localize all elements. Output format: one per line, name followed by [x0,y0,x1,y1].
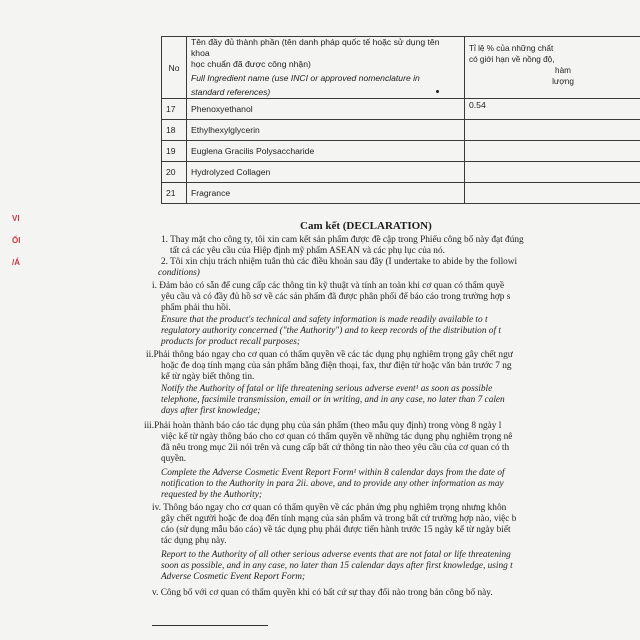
header-pct-1: Tỉ lệ % của những chất [469,44,554,53]
decl-line: tất cả các yêu cầu của Hiệp định mỹ phẩm ASEAN và các phụ lục của nó. [170,246,445,256]
row-ingredient: Euglena Gracilis Polysaccharide [187,141,465,162]
stamp-text-3: /Á [12,258,20,267]
decl-line: kể từ ngày biết thông tin. [161,372,255,382]
decl-line: v. Công bố với cơ quan có thẩm quyền khi có bất cứ sự thay đổi nào trong bản công bố này. [152,588,493,598]
decl-line: requested by the Authority; [161,490,262,500]
row-ingredient: Fragrance [187,183,465,204]
header-name-vi-2: học chuẩn đã được công nhận) [191,59,311,69]
decl-line: iv. Thông báo ngay cho cơ quan có thẩm quyền về các phản ứng phụ nghiêm trọng nhưng khôn [152,503,507,513]
decl-line: yêu cầu và có đầy đủ hồ sơ về các sản phẩm đã được phân phối để báo cáo trong trường hợp s [161,292,511,302]
decl-line: Notify the Authority of fatal or life threatening serious adverse event¹ as soon as possible [161,384,493,394]
decl-line: days after first knowledge; [161,406,261,416]
row-no: 21 [162,183,187,204]
row-no: 20 [162,162,187,183]
row-no: 17 [162,99,187,120]
decl-line: Ensure that the product's technical and safety information is made readily available to t [161,315,488,325]
decl-line: tác dụng phụ này. [161,536,227,546]
decl-line: notification to the Authority in para 2ii. above, and to provide any other information as may [161,479,504,489]
row-ingredient: Hydrolyzed Collagen [187,162,465,183]
decl-line: đã nêu trong mục 2ii nói trên và cung cấp bất cứ thông tin nào theo yêu cầu của cơ quan có th [161,443,510,453]
header-name-en-1: Full Ingredient name (use INCI or approved nomenclature in [191,73,420,83]
header-pct-4: lượng [552,77,574,86]
decl-line: Report to the Authority of all other serious adverse events that are not fatal or life threatening [161,550,511,560]
row-percentage: 0.54 [465,99,640,120]
decl-line: gây chết người hoặc đe doạ đến tính mạng của sản phẩm và trong bất cứ trường hợp nào, việc b [161,514,517,524]
header-no: No [162,37,187,99]
decl-line: hoặc đe doạ tính mạng của sản phẩm bằng điện thoại, fax, thư điện tử hoặc văn bản trước 7 ng [161,361,512,371]
decl-line: Adverse Cosmetic Event Report Form; [161,572,306,582]
row-no: 18 [162,120,187,141]
decl-line: phẩm phải thu hồi. [161,303,231,313]
decl-line: 2. Tôi xin chịu trách nhiệm tuân thủ các điều khoản sau đây (I undertake to abide by the followi [161,257,518,267]
decl-line: iii.Phải hoàn thành báo cáo tác dụng phụ của sản phẩm (theo mẫu quy định) trong vòng 8 ngày l [144,421,502,431]
row-ingredient: Phenoxyethanol [187,99,465,120]
decl-line: việc kể từ ngày thông báo cho cơ quan có thẩm quyền về những tác dụng phụ nghiêm trọng nê [161,432,513,442]
header-pct-3: hàm [555,66,571,75]
decl-line: regulatory authority concerned ("the Authority") and to keep records of the distribution of t [161,326,501,336]
decl-line: soon as possible, and in any case, no later than 15 calendar days after first knowledge, using t [161,561,513,571]
row-no: 19 [162,141,187,162]
header-pct-2: có giới hạn về nồng độ, [469,55,555,64]
declaration-title: Cam kết (DECLARATION) [300,220,432,232]
decl-line: conditions) [158,268,200,278]
decl-line: 1. Thay mặt cho công ty, tôi xin cam kết sản phẩm được đề cập trong Phiếu công bố này đạt đúng [161,235,524,245]
stamp-text-1: VI [12,214,20,223]
header-name-en-2: standard references) [191,87,271,97]
decl-line: telephone, facsimile transmission, email or in writing, and in any case, no later than 7 calen [161,395,505,405]
decl-line: ii.Phải thông báo ngay cho cơ quan có thẩm quyền về các tác dụng phụ nghiêm trọng gây chết ngư [146,350,513,360]
stamp-text-2: ỐI [12,236,21,245]
decl-line: i. Đảm bảo có sẵn để cung cấp các thông tin kỹ thuật và tính an toàn khi cơ quan có thẩm quyề [152,281,505,291]
decl-line: Complete the Adverse Cosmetic Event Report Form¹ within 8 calendar days from the date of [161,468,505,478]
decl-line: quyền. [161,454,187,464]
footnote-separator-line [152,625,268,626]
decl-line: products for product recall purposes; [161,337,300,347]
header-name-vi-1: Tên đầy đủ thành phần (tên danh pháp quốc tế hoặc sử dụng tên khoa [191,37,440,58]
decl-line: cáo (sử dụng mẫu báo cáo) về tác dụng phụ phải được tiến hành trước 15 ngày kể từ ngày biết [161,525,511,535]
row-ingredient: Ethylhexylglycerin [187,120,465,141]
